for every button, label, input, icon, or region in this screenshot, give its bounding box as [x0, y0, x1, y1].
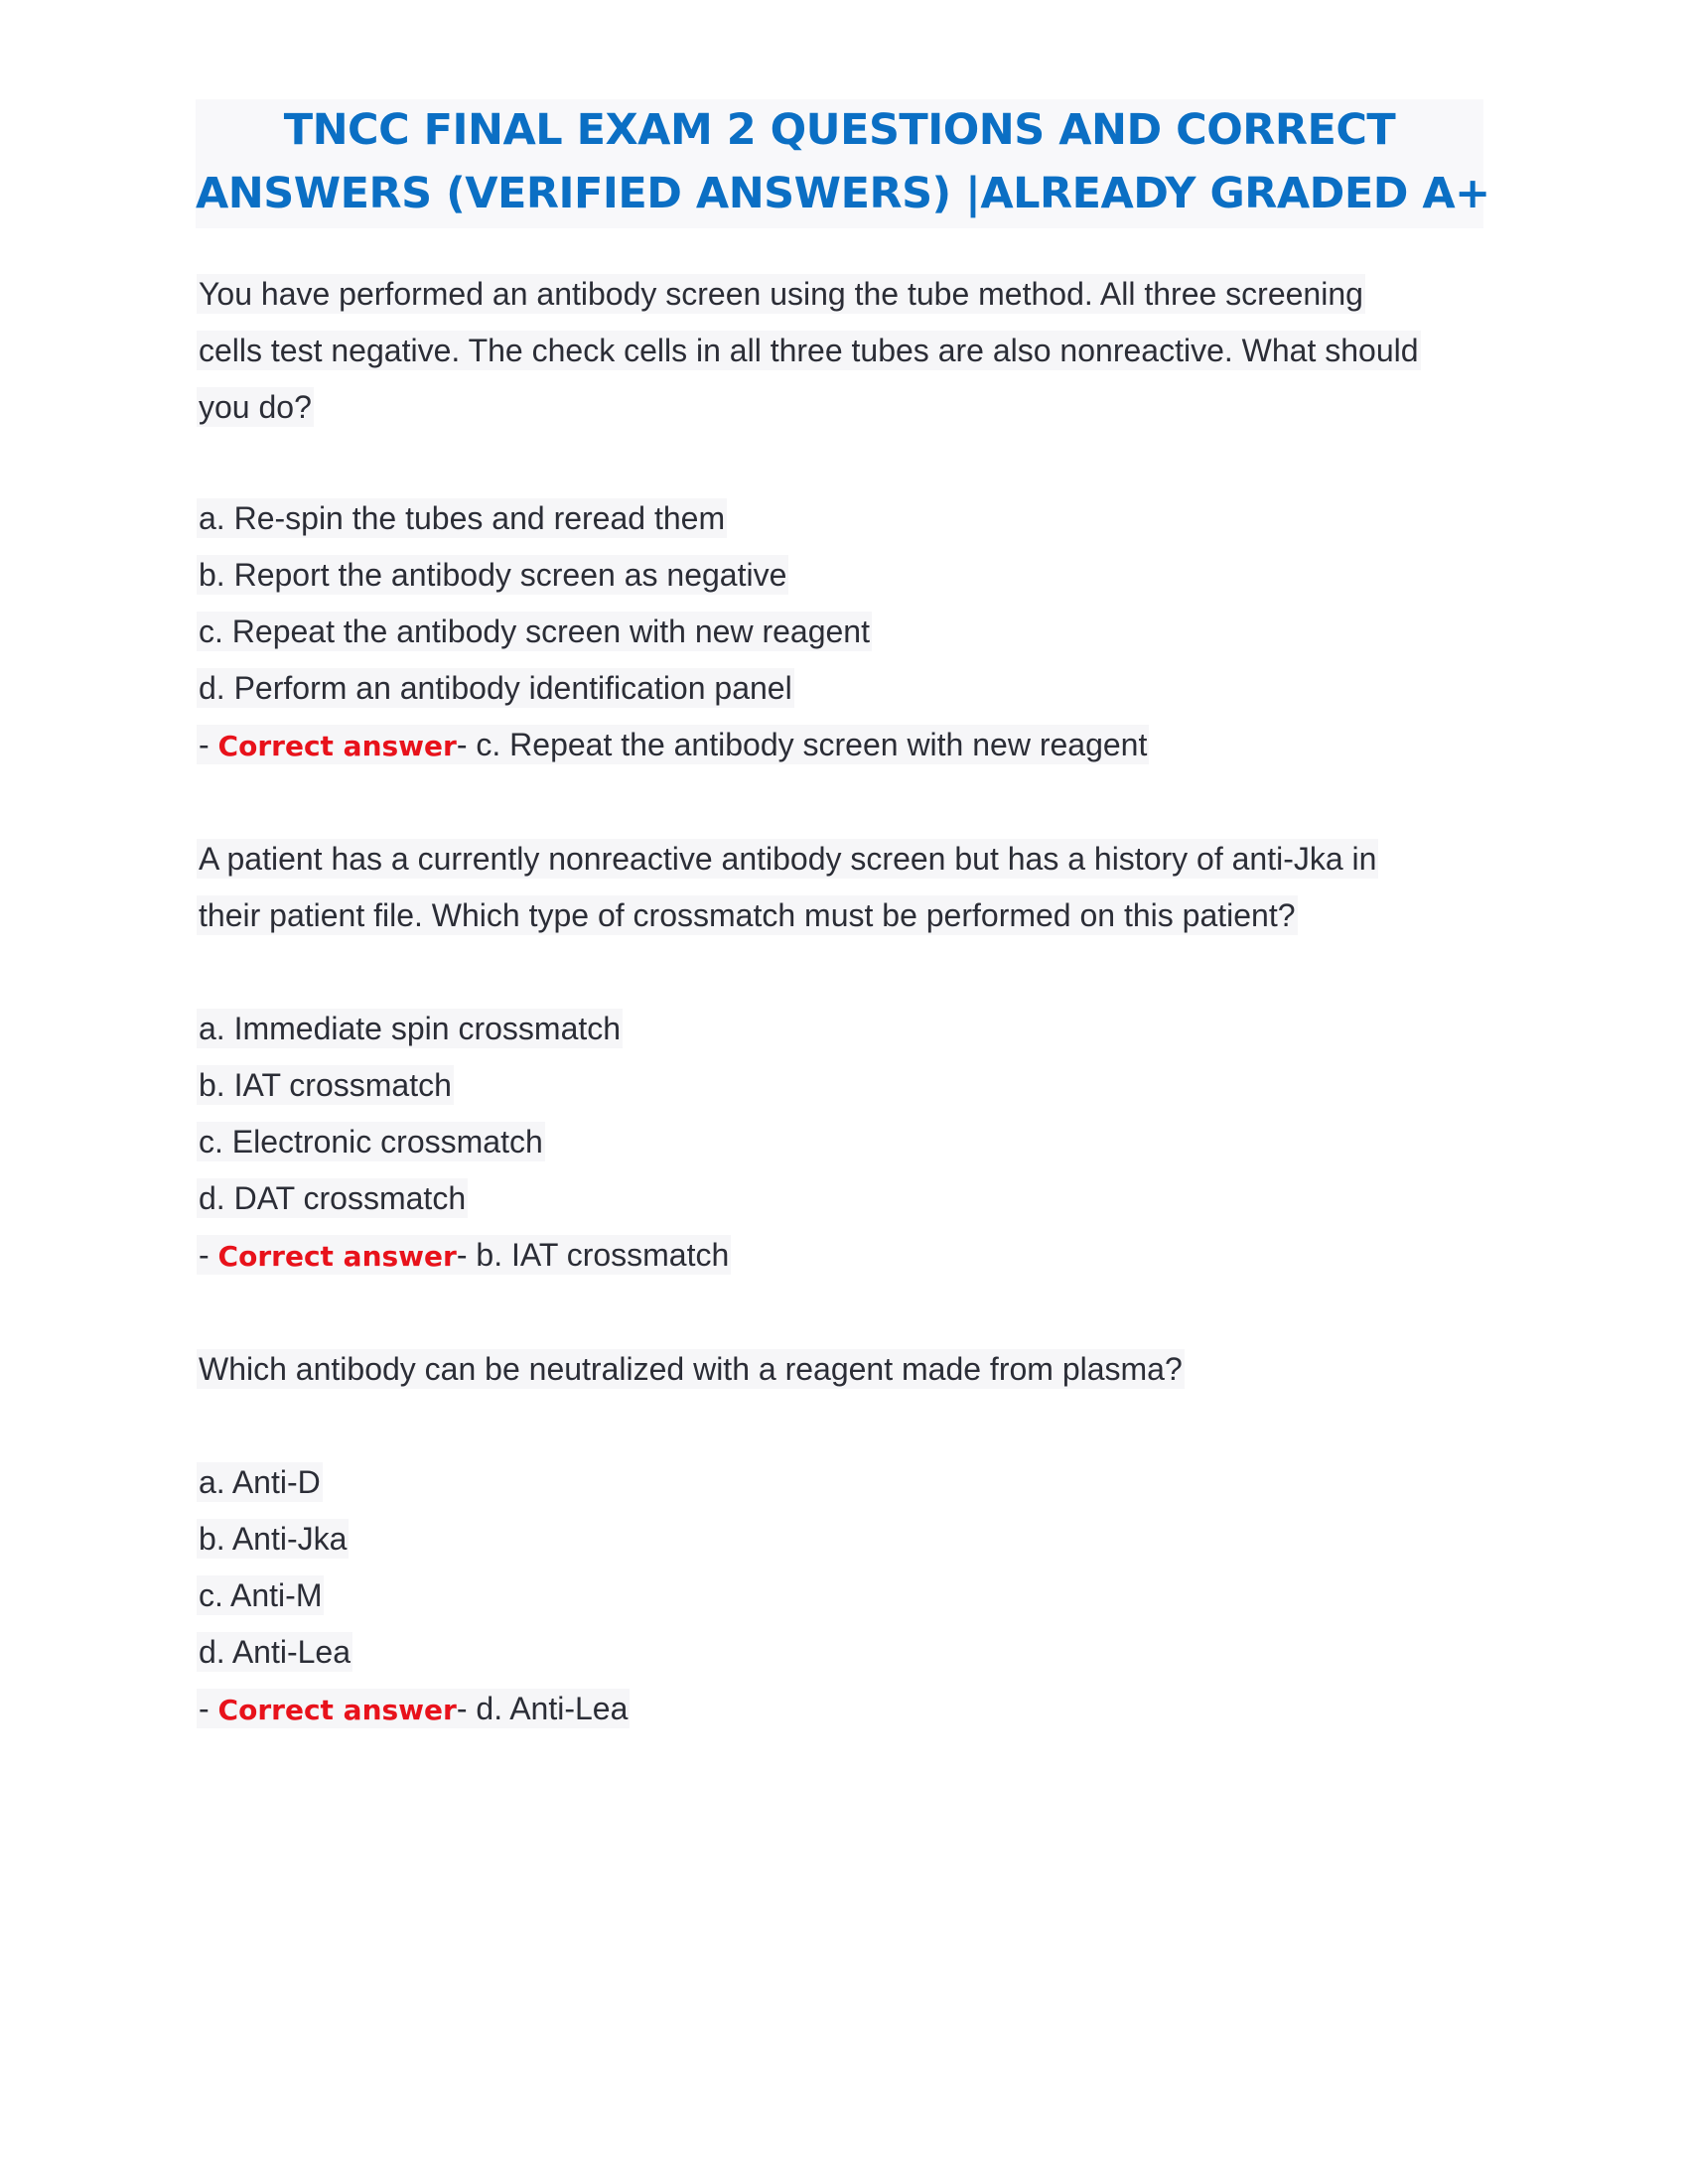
question-1-stem-line: cells test negative. The check cells in all three tubes are also nonreactive. What should [199, 333, 1419, 368]
question-2-option-a: a. Immediate spin crossmatch [199, 1011, 622, 1046]
question-1-option-a: a. Re-spin the tubes and reread them [199, 500, 726, 536]
question-1-option-d: d. Perform an antibody identification panel [199, 670, 792, 706]
correct-answer-label: Correct answer [217, 1694, 457, 1726]
answer-dash: - [456, 1237, 477, 1273]
title-line-2: ANSWERS (VERIFIED ANSWERS) |ALREADY GRADED A+ [196, 169, 1490, 218]
question-3-option-a: a. Anti-D [199, 1464, 321, 1500]
question-3-option-d: d. Anti-Lea [199, 1634, 351, 1670]
question-3-option-b: b. Anti-Jka [199, 1521, 348, 1557]
question-1-stem-line: You have performed an antibody screen using the tube method. All three screening [199, 276, 1363, 312]
question-1-stem-line: you do? [199, 389, 312, 425]
question-3-stem-line: Which antibody can be neutralized with a reagent made from plasma? [199, 1351, 1183, 1387]
question-2-stem-line: A patient has a currently nonreactive antibody screen but has a history of anti-Jka in [199, 841, 1377, 877]
title-line-1: TNCC FINAL EXAM 2 QUESTIONS AND CORRECT [283, 105, 1396, 155]
answer-text: c. Repeat the antibody screen with new reagent [476, 727, 1148, 762]
question-1-correct-answer [197, 725, 1149, 764]
document-title [196, 99, 1490, 228]
correct-answer-label: Correct answer [217, 730, 457, 762]
answer-prefix: - [199, 1691, 218, 1726]
question-2-stem-line: their patient file. Which type of crossmatch must be performed on this patient? [199, 897, 1296, 933]
answer-dash: - [456, 727, 477, 762]
answer-prefix: - [199, 1237, 218, 1273]
question-2-option-d: d. DAT crossmatch [199, 1180, 467, 1216]
answer-text: b. IAT crossmatch [476, 1237, 730, 1273]
answer-dash: - [456, 1691, 477, 1726]
answer-prefix: - [199, 727, 218, 762]
question-3-correct-answer [197, 1689, 630, 1728]
question-1-option-c: c. Repeat the antibody screen with new reagent [199, 614, 870, 649]
question-2-option-c: c. Electronic crossmatch [199, 1124, 543, 1160]
question-3-option-c: c. Anti-M [199, 1577, 323, 1613]
answer-text: d. Anti-Lea [476, 1691, 629, 1726]
question-2-correct-answer [197, 1235, 731, 1275]
question-2-option-b: b. IAT crossmatch [199, 1067, 452, 1103]
question-1-option-b: b. Report the antibody screen as negative [199, 557, 787, 593]
correct-answer-label: Correct answer [217, 1240, 457, 1273]
